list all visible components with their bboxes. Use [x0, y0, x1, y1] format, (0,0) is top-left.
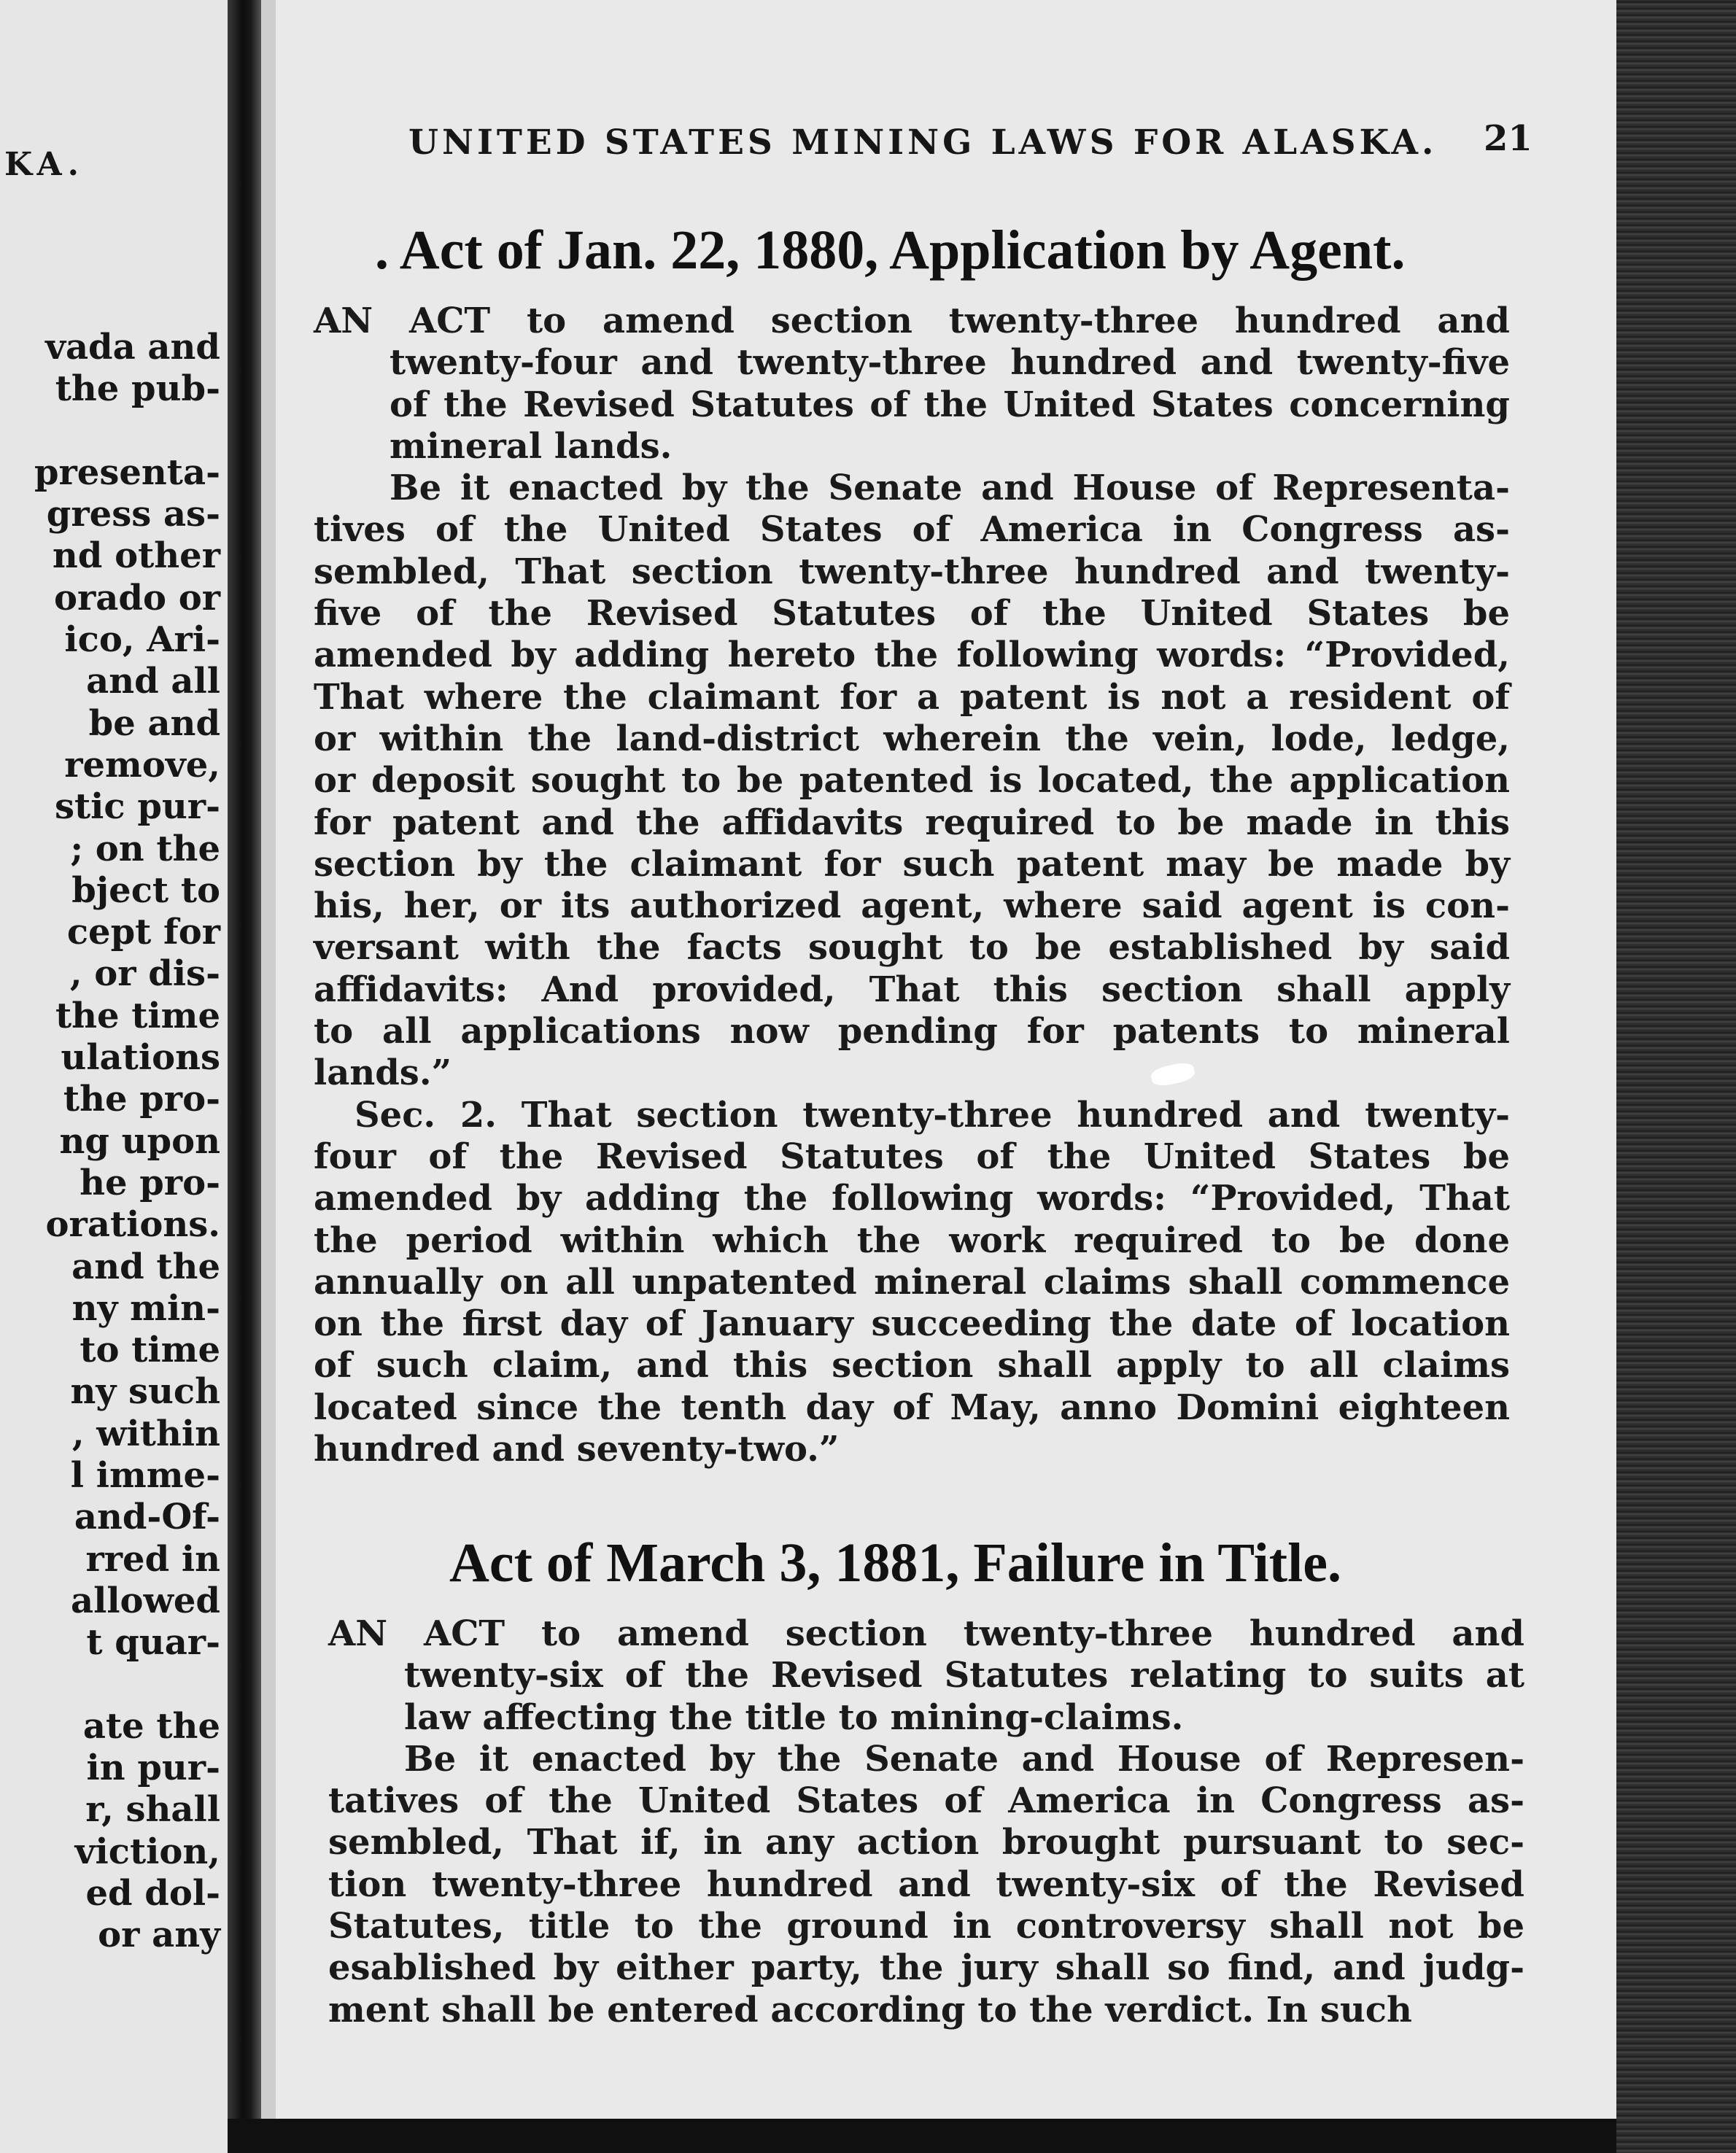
text-line: ment shall be entered according to the verdict. In such	[328, 1989, 1412, 2030]
text-line: of such claim, and this section shall apply to all claims	[314, 1345, 1510, 1386]
act-1881-enacting-clause	[328, 1739, 1524, 2031]
section-body-act-1880	[314, 300, 1510, 1470]
section-title-act-1880: . Act of Jan. 22, 1880, Application by Agent.	[375, 220, 1406, 281]
text-line: That where the claimant for a patent is not a resident of	[314, 676, 1510, 718]
left-page-line: ; on the	[70, 828, 220, 869]
text-line: twenty-four and twenty-three hundred and twenty-five	[390, 342, 1510, 384]
text-line: twenty-six of the Revised Statutes relating to suits at	[404, 1655, 1524, 1696]
left-page-line: or any	[98, 1915, 220, 1956]
left-page-line: and the	[71, 1246, 220, 1287]
left-page-line	[34, 411, 220, 452]
left-page-fragment	[0, 0, 228, 2153]
page-stack-edge	[1616, 0, 1736, 2153]
section-body-act-1881	[328, 1613, 1524, 2031]
text-line: hundred and seventy-two.”	[314, 1429, 840, 1470]
text-line: sembled, That section twenty-three hundred and twenty-	[314, 551, 1510, 592]
book-gutter	[228, 0, 261, 2153]
left-page-line: stic pur-	[54, 786, 220, 828]
text-line: for patent and the affidavits required to be made in this	[314, 802, 1510, 843]
act-1881-preamble	[328, 1613, 1524, 1739]
text-line: mineral lands.	[390, 425, 673, 467]
act-1880-section-2	[314, 1095, 1510, 1471]
left-page-line: ng upon	[59, 1120, 220, 1162]
left-page-line: cept for	[66, 912, 220, 953]
section-title-act-1881: Act of March 3, 1881, Failure in Title.	[449, 1532, 1341, 1594]
scan-bottom-border	[228, 2119, 1616, 2153]
left-page-line: rred in	[85, 1538, 220, 1580]
left-page-line: ulations	[61, 1037, 220, 1079]
text-line: his, her, or its authorized agent, where said agent is con-	[314, 885, 1510, 927]
text-line: annually on all unpatented mineral claims shall commence	[314, 1261, 1510, 1303]
text-line: versant with the facts sought to be established by said	[314, 927, 1510, 969]
left-page-line: presenta-	[34, 451, 220, 493]
left-page-running-head: KA.	[4, 146, 85, 183]
left-page-line: he pro-	[80, 1162, 220, 1203]
left-page-line: gress as-	[46, 494, 220, 535]
text-line: amended by adding hereto the following words: “Provided,	[314, 635, 1510, 676]
left-page-line: t quar-	[86, 1622, 220, 1664]
left-page-line: bject to	[71, 869, 220, 911]
left-page-line: ed dol-	[85, 1872, 220, 1914]
act-1880-preamble	[314, 300, 1510, 468]
text-line: esablished by either party, the jury shall so find, and judg-	[328, 1947, 1524, 1989]
left-page-line: in pur-	[86, 1747, 220, 1789]
left-page-line: to time	[80, 1330, 220, 1371]
text-line: affidavits: And provided, That this section shall apply	[314, 969, 1510, 1010]
text-line: or deposit sought to be patented is located, the application	[314, 760, 1510, 802]
text-line: tatives of the United States of America in Congress as-	[328, 1780, 1524, 1822]
text-line: AN ACT to amend section twenty-three hundred and	[314, 300, 1510, 341]
text-line: to all applications now pending for patents to mineral	[314, 1011, 1510, 1052]
left-page-line: orado or	[54, 577, 220, 618]
text-line: or within the land-district wherein the vein, lode, ledge,	[314, 718, 1510, 759]
left-page-line: be and	[88, 702, 220, 744]
left-page-line: vada and	[45, 327, 220, 368]
text-line: the period within which the work required to be done	[314, 1219, 1510, 1261]
left-page-line: the pub-	[55, 368, 220, 410]
left-page-line	[34, 1664, 220, 1706]
text-line: Be it enacted by the Senate and House of Represen-	[404, 1738, 1524, 1780]
left-page-line: remove,	[64, 744, 220, 785]
left-page-line: viction,	[74, 1831, 220, 1872]
left-page-line: ny such	[70, 1371, 220, 1413]
act-1880-enacting-clause	[314, 468, 1510, 1094]
left-page-line: r, shall	[85, 1789, 220, 1831]
running-head: UNITED STATES MINING LAWS FOR ALASKA.	[408, 123, 1438, 163]
left-page-line: nd other	[52, 535, 220, 577]
page-number: 21	[1484, 118, 1532, 159]
text-line: of the Revised Statutes of the United States concerning	[390, 384, 1510, 425]
left-page-line: , or dis-	[69, 953, 220, 995]
text-line: located since the tenth day of May, anno Domini eighteen	[314, 1386, 1510, 1428]
text-line: AN ACT to amend section twenty-three hundred and	[328, 1613, 1524, 1654]
text-line: tives of the United States of America in Congress as-	[314, 509, 1510, 551]
left-page-line: the time	[55, 995, 220, 1036]
text-line: five of the Revised Statutes of the United States be	[314, 593, 1510, 635]
text-line: amended by adding the following words: “Provided, That	[314, 1178, 1510, 1219]
left-page-line: ny min-	[71, 1287, 220, 1329]
text-line: Statutes, title to the ground in controversy shall not be	[328, 1906, 1524, 1947]
text-line: lands.”	[314, 1052, 452, 1094]
text-line: Be it enacted by the Senate and House of Representa-	[390, 468, 1510, 509]
text-line: sembled, That if, in any action brought pursuant to sec-	[328, 1822, 1524, 1863]
left-page-text-column	[34, 327, 220, 1957]
text-line: Sec. 2. That section twenty-three hundred and twenty-	[354, 1094, 1510, 1136]
left-page-line: ate the	[82, 1705, 220, 1747]
left-page-line: , within	[71, 1413, 220, 1454]
book-page	[276, 0, 1616, 2119]
left-page-line: the pro-	[63, 1079, 220, 1120]
left-page-line: and all	[86, 661, 220, 702]
text-line: four of the Revised Statutes of the United States be	[314, 1136, 1510, 1177]
left-page-line: orations.	[45, 1204, 220, 1246]
left-page-line: allowed	[70, 1580, 220, 1621]
left-page-line: ico, Ari-	[64, 619, 220, 661]
text-line: section by the claimant for such patent may be made by	[314, 843, 1510, 885]
page-inner-margin	[261, 0, 276, 2153]
left-page-line: l imme-	[70, 1455, 220, 1497]
text-line: on the first day of January succeeding the date of location	[314, 1303, 1510, 1345]
text-line: law affecting the title to mining-claims.	[404, 1696, 1184, 1738]
left-page-line: and-Of-	[74, 1497, 220, 1538]
text-line: tion twenty-three hundred and twenty-six of the Revised	[328, 1863, 1524, 1905]
